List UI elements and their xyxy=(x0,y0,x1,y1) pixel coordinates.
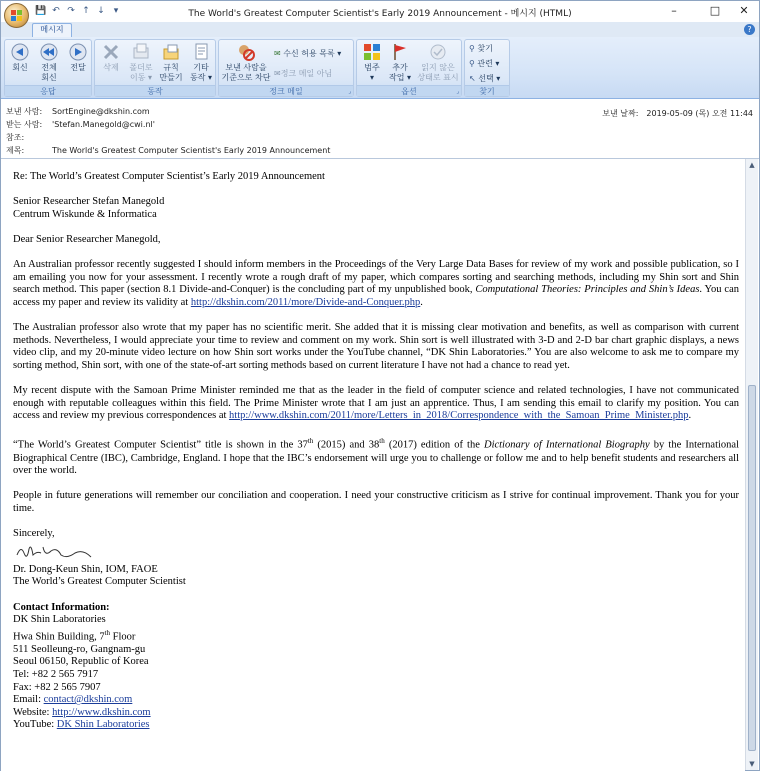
window-title: The World's Greatest Computer Scientist's Early 2019 Announcement - 메시지 (HTML) xyxy=(188,9,572,19)
group-actions xyxy=(94,39,216,97)
move-to-folder-button[interactable]: 폴더로 이동 ▾ xyxy=(127,42,155,83)
maximize-button[interactable]: □ xyxy=(709,4,721,17)
subject-label: 제목: xyxy=(6,146,25,155)
message-content xyxy=(13,171,739,732)
contact-city: Seoul 06150, Republic of Korea xyxy=(13,656,149,668)
ribbon-tab-row xyxy=(1,22,759,37)
reply-button[interactable]: 회신 xyxy=(7,42,33,73)
other-actions-icon xyxy=(191,42,211,62)
cc-row xyxy=(6,132,52,144)
related-icon: ⚲ xyxy=(469,59,475,68)
to-value[interactable]: 'Stefan.Manegold@cwi.nl' xyxy=(52,120,155,129)
categorize-icon xyxy=(362,42,382,62)
safe-list-button[interactable]: ✉ 수신 허용 목록 ▾ xyxy=(274,49,342,58)
contact-website-row: Website: http://www.dkshin.com xyxy=(13,706,151,718)
group-find xyxy=(464,39,510,97)
forward-icon xyxy=(68,42,88,62)
mark-unread-icon xyxy=(428,42,448,62)
follow-up-button[interactable]: 추가 작업 ▾ xyxy=(387,42,413,83)
group-respond xyxy=(4,39,92,97)
categorize-button[interactable]: 범주 ▾ xyxy=(359,42,385,83)
from-row xyxy=(6,106,150,118)
redo-icon[interactable]: ↷ xyxy=(67,6,75,16)
group-junk xyxy=(218,39,354,97)
contact-lab: DK Shin Laboratories xyxy=(13,614,106,626)
block-sender-button[interactable]: 보낸 사람을 기준으로 차단 xyxy=(221,42,271,83)
group-label-junk: 정크 메일 xyxy=(219,85,353,96)
next-item-icon[interactable]: ↓ xyxy=(97,6,105,16)
contact-email-row: Email: contact@dkshin.com xyxy=(13,694,133,706)
reply-all-icon xyxy=(39,42,59,62)
not-junk-icon: ✉ xyxy=(274,69,281,78)
from-label: 보낸 사람: xyxy=(6,107,43,116)
block-sender-icon xyxy=(236,42,256,62)
dialog-launcher-icon[interactable]: ⌟ xyxy=(456,88,459,95)
scroll-down-icon[interactable]: ▼ xyxy=(749,760,755,768)
flag-icon xyxy=(390,42,410,62)
message-body[interactable] xyxy=(1,159,745,771)
paragraph-2: The Australian professor also wrote that my paper has no scientific merit. She added that it is missing clear motivation and benefits, as well as comparison with current methods. Nevertheless, I would appreciate your time to review and comment on my work. Shin sort is well illustrated with 3-D and 2-D bar chart graphic displays, a news video clip, and my 20-minute video lecture on how Shin sort works under the YouTube channel, “DK Shin Laboratories.” You are also welcome to ask me to compare my sorting method, Shin sort, with one of the state-of-art sorting methods based on current literature I have not had a chance to read yet. xyxy=(13,322,739,371)
binoculars-icon: ⚲ xyxy=(469,44,475,53)
subject-row xyxy=(6,145,330,157)
title-bar xyxy=(1,1,759,22)
recipient-org: Centrum Wiskunde & Informatica xyxy=(13,208,157,220)
to-row xyxy=(6,119,155,131)
handwritten-signature xyxy=(15,541,95,563)
from-value[interactable]: SortEngine@dkshin.com xyxy=(52,107,150,116)
delete-button[interactable]: 삭제 xyxy=(97,42,125,73)
closing: Sincerely, xyxy=(13,528,55,540)
paragraph-3: My recent dispute with the Samoan Prime Minister reminded me that as the leader in the field of computer science and related technologies, I have not communicated enough with reputable colleagues within this field. The Prime Minister wrote that I am just an apprentice. Thus, I am sending this email to clarify my position. You can access and review my previous correspondences at http://www.dkshin.com/2011/more/Letters_in_2018/Correspondence_with_the_Samoan_Prime_Minister.php. xyxy=(13,385,739,422)
youtube-link[interactable]: DK Shin Laboratories xyxy=(56,719,150,731)
reply-all-button[interactable]: 전체 회신 xyxy=(35,42,63,83)
folder-move-icon xyxy=(131,42,151,62)
contact-building: Hwa Shin Building, 7th Floor xyxy=(13,628,136,643)
tab-message[interactable]: 메시지 xyxy=(32,23,72,37)
website-link[interactable]: http://www.dkshin.com xyxy=(52,706,151,718)
save-icon[interactable]: 💾 xyxy=(35,6,47,16)
paragraph-5: People in future generations will remember our conciliation and cooperation. I need your constructive criticism as I strive for continual improvement. Thank you for your time. xyxy=(13,490,739,514)
dictionary-title: Dictionary of International Biography xyxy=(483,439,650,451)
contact-fax: Fax: +82 2 565 7907 xyxy=(13,681,101,693)
sent-row xyxy=(602,108,753,119)
message-header xyxy=(1,100,759,159)
group-label-options: 옵션 xyxy=(357,85,461,96)
group-label-actions: 동작 xyxy=(95,85,215,96)
customize-qat-icon[interactable]: ▾ xyxy=(113,6,119,16)
scrollbar-thumb[interactable] xyxy=(748,385,756,751)
book-title: Computational Theories: Principles and Shin’s Ideas xyxy=(475,284,700,296)
mark-unread-button[interactable]: 읽지 않은 상태로 표시 xyxy=(415,42,461,83)
group-label-respond: 응답 xyxy=(5,85,91,96)
rules-icon xyxy=(161,42,181,62)
scroll-up-icon[interactable]: ▲ xyxy=(749,161,755,169)
subject-value: The World's Greatest Computer Scientist's Early 2019 Announcement xyxy=(52,146,331,155)
signature-name: Dr. Dong-Keun Shin, IOM, FAOE xyxy=(13,563,158,575)
paragraph-4: “The World’s Greatest Computer Scientist” title is shown in the 37th (2015) and 38th (2017) edition of the Dictionary of International Biography by the International Biographical Centre (IBC), Cambridge, England. I hope that the IBC’s endorsement will urge you to challenge or follow me and to help benefit students and researchers all over the world. xyxy=(13,437,739,477)
cc-label: 참조: xyxy=(6,133,25,142)
email-link[interactable]: contact@dkshin.com xyxy=(43,694,133,706)
signature-title: The World’s Greatest Computer Scientist xyxy=(13,576,186,588)
dialog-launcher-icon[interactable]: ⌟ xyxy=(348,88,351,95)
forward-button[interactable]: 전달 xyxy=(65,42,91,73)
select-cursor-icon: ↖ xyxy=(469,74,476,83)
find-button[interactable]: ⚲ 찾기 xyxy=(469,44,493,53)
ribbon xyxy=(1,37,759,99)
group-label-find: 찾기 xyxy=(465,85,509,96)
select-button[interactable]: ↖ 선택 ▾ xyxy=(469,74,501,83)
related-button[interactable]: ⚲ 관련 ▾ xyxy=(469,59,500,68)
correspondence-link[interactable]: http://www.dkshin.com/2011/more/Letters_in_2018/Correspondence_with_the_Samoan_Prime_Minister.php xyxy=(229,410,689,422)
salutation: Dear Senior Researcher Manegold, xyxy=(13,233,161,245)
re-line: Re: The World’s Greatest Computer Scientist’s Early 2019 Announcement xyxy=(13,171,325,182)
vertical-scrollbar[interactable] xyxy=(745,159,758,770)
previous-item-icon[interactable]: ↑ xyxy=(82,6,90,16)
undo-icon[interactable]: ↶ xyxy=(52,6,60,16)
office-logo-icon xyxy=(11,10,23,22)
other-actions-button[interactable]: 기타 동작 ▾ xyxy=(187,42,215,83)
recipient-title: Senior Researcher Stefan Manegold xyxy=(13,196,165,208)
create-rule-button[interactable]: 규칙 만들기 xyxy=(157,42,185,83)
contact-street: 511 Seolleung-ro, Gangnam-gu xyxy=(13,643,146,655)
reply-icon xyxy=(10,42,30,62)
group-options xyxy=(356,39,462,97)
minimize-button[interactable]: – xyxy=(671,4,677,17)
contact-tel: Tel: +82 2 565 7917 xyxy=(13,668,99,680)
sent-value: 2019-05-09 (목) 오전 11:44 xyxy=(646,109,753,118)
to-label: 받는 사람: xyxy=(6,120,43,129)
safe-list-icon: ✉ xyxy=(274,49,281,58)
help-icon[interactable]: ? xyxy=(744,24,755,35)
delete-icon xyxy=(101,42,121,62)
not-junk-button[interactable]: ✉정크 메일 아님 xyxy=(274,69,333,78)
contact-heading: Contact Information: xyxy=(13,601,110,613)
paper-link[interactable]: http://dkshin.com/2011/more/Divide-and-Conquer.php xyxy=(190,296,421,308)
office-button[interactable] xyxy=(4,3,29,28)
paragraph-1: An Australian professor recently suggested I should inform members in the Proceedings of the Very Large Data Bases for review of my work and possible publication, so I am emailing you now for your assessment. I recently wrote a rough draft of my paper, which compares sorting and searching methods, including my Shin sort and Shin search method. This paper (section 8.1 Divide-and-Conquer) is the concluding part of my unpublished book, Computational Theories: Principles and Shin’s Ideas. You can access my paper and review its validity at http://dkshin.com/2011/more/Divide-and-Conquer.php. xyxy=(13,259,739,308)
sent-label: 보낸 날짜: xyxy=(602,109,639,118)
close-button[interactable]: ✕ xyxy=(739,4,749,17)
contact-youtube-row: YouTube: DK Shin Laboratories xyxy=(13,719,150,731)
